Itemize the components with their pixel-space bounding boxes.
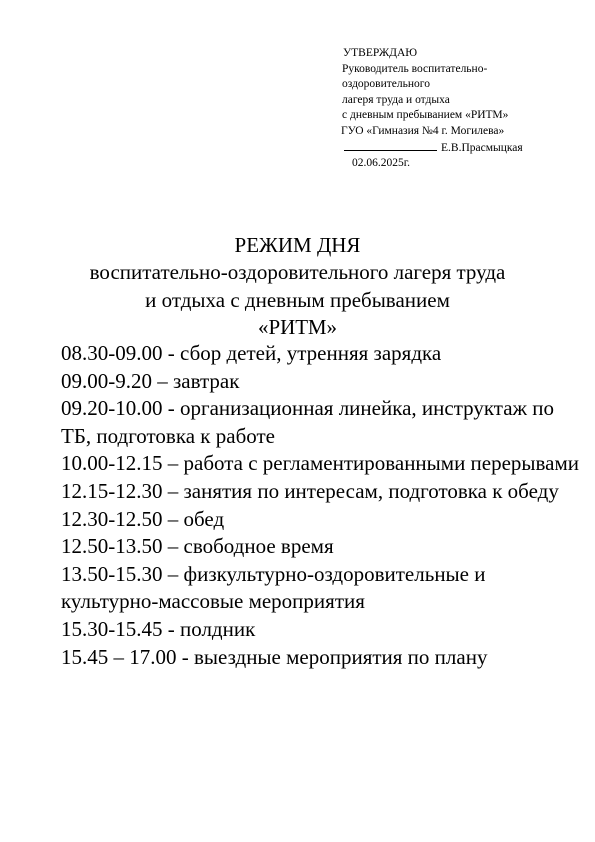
schedule-entry: 09.20-10.00 - организационная линейка, инструктаж по ТБ, подготовка к работе [61, 396, 555, 448]
signatory-name: Е.В.Прасмыцкая [441, 141, 523, 154]
schedule-entry: 15.45 – 17.00 - выездные мероприятия по плану [61, 644, 488, 669]
signature-row [342, 140, 592, 157]
approval-line: лагеря труда и отдыха [342, 93, 450, 106]
schedule-entry: 08.30-09.00 - сбор детей, утренняя зарядка [61, 341, 442, 365]
schedule-entry: 12.50-13.50 – свободное время [61, 534, 334, 559]
approval-date: 02.06.2025г. [352, 157, 411, 170]
approval-line: с дневным пребыванием «РИТМ» [342, 109, 509, 122]
approval-organization: ГУО «Гимназия №4 г. Могилева» [341, 124, 505, 137]
title-line: РЕЖИМ ДНЯ [234, 233, 361, 257]
daily-schedule [61, 340, 586, 671]
schedule-entry: 09.00-9.20 – завтрак [61, 368, 240, 393]
schedule-entry: 12.15-12.30 – занятия по интересам, подготовка к обеду [61, 478, 559, 503]
schedule-entry: 12.30-12.50 – обед [61, 506, 225, 531]
approval-heading: УТВЕРЖДАЮ [343, 47, 418, 59]
schedule-entry: 10.00-12.15 – работа с регламентированными перерывами [61, 451, 580, 476]
title-line: воспитательно-оздоровительного лагеря труда [89, 260, 506, 285]
camp-name: «РИТМ» [257, 315, 338, 340]
approval-line: оздоровительного [342, 78, 430, 91]
signature-line [344, 140, 437, 151]
title-line: и отдыха с дневным пребыванием [145, 287, 450, 312]
schedule-entry: 13.50-15.30 – физкультурно-оздоровительные и культурно-массовые мероприятия [61, 561, 486, 614]
approval-block [342, 46, 592, 172]
approval-line: Руководитель воспитательно- [342, 62, 488, 75]
document-title [0, 232, 595, 342]
schedule-entry: 15.30-15.45 - полдник [61, 616, 256, 641]
